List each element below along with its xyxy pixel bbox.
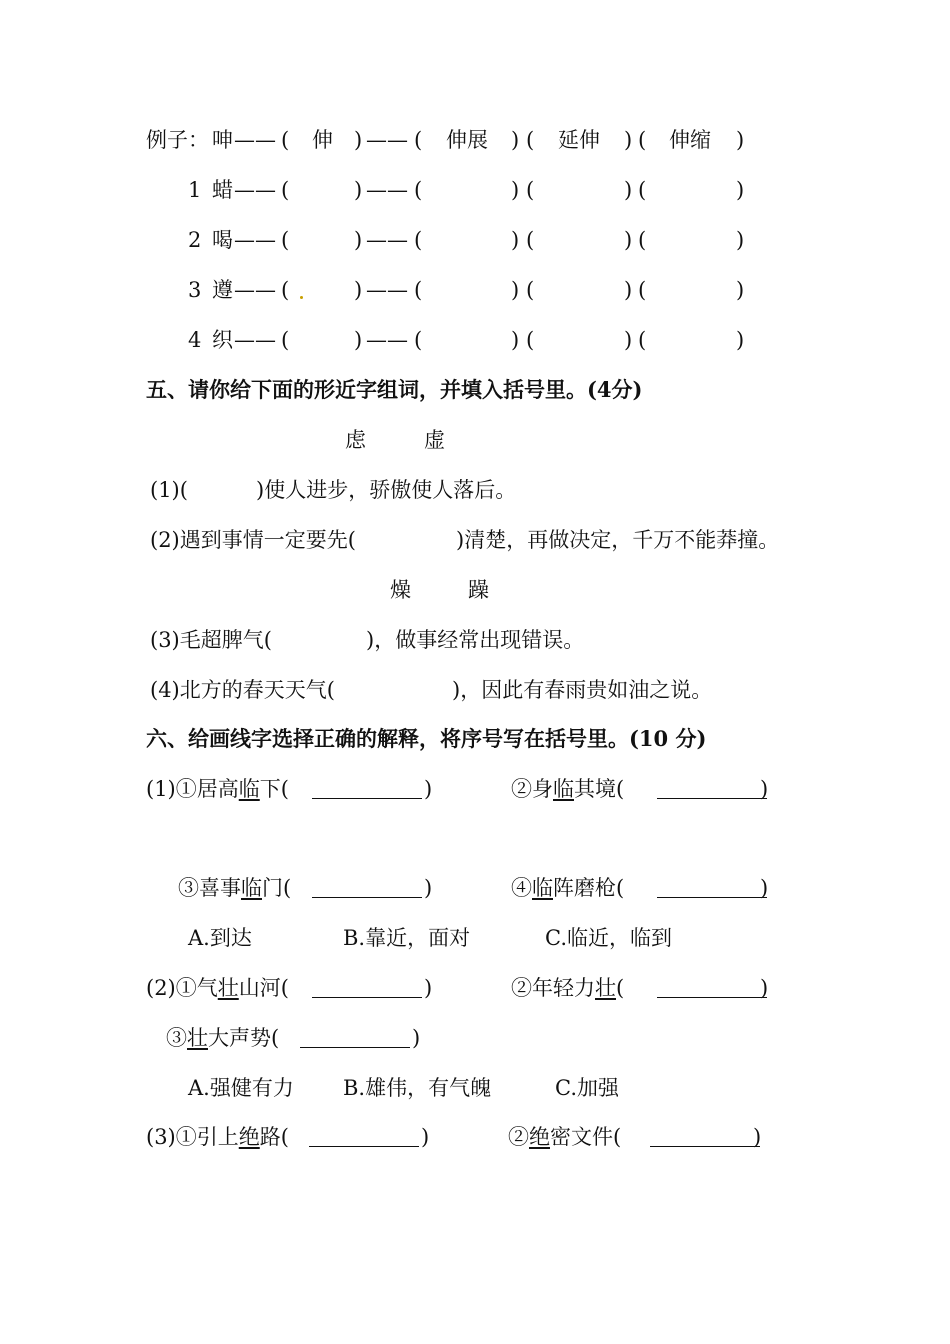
item-2-2-rp: ) (760, 976, 769, 1000)
example-lp: ( (281, 128, 290, 152)
row-char: 蜡 (212, 178, 233, 202)
row-number: 1 (188, 178, 202, 202)
option-a: A.到达 (188, 926, 252, 950)
item-1-4-rp: ) (760, 876, 769, 900)
answer-blank[interactable] (657, 798, 767, 799)
blank-lp[interactable]: ( (526, 178, 535, 202)
answer-blank[interactable] (657, 897, 767, 898)
underlined-char: 绝 (529, 1125, 550, 1149)
q2-pre: (2)遇到事情一定要先( (150, 528, 356, 552)
blank-lp[interactable]: ( (638, 178, 647, 202)
row-number: 4 (188, 328, 202, 352)
example-answer: 伸 (312, 128, 333, 152)
item-1-1: (1)①居高临下( (146, 777, 289, 801)
underlined-char: 临 (553, 777, 574, 801)
q4-post: )，因此有春雨贵如油之说。 (452, 678, 713, 702)
section-6-title: 六、给画线字选择正确的解释，将序号写在括号里。(10 分) (146, 726, 707, 751)
q3-pre: (3)毛超脾气( (150, 628, 272, 652)
answer-blank[interactable] (650, 1146, 760, 1147)
q4-pre: (4)北方的春天天气( (150, 678, 335, 702)
blank-lp[interactable]: ( (414, 228, 423, 252)
blank-lp[interactable]: ( (526, 278, 535, 302)
answer-blank[interactable] (309, 1146, 419, 1147)
blank-rp: ) (354, 328, 363, 352)
row-dash: —— (234, 178, 276, 202)
underlined-char: 壮 (595, 976, 616, 1000)
row-dash2: —— (366, 328, 408, 352)
blank-rp: ) (511, 328, 520, 352)
example-dash2: —— (366, 128, 408, 152)
item-1-3-rp: ) (424, 876, 433, 900)
blank-rp: ) (511, 178, 520, 202)
blank-lp[interactable]: ( (638, 228, 647, 252)
example-rp: ) (354, 128, 363, 152)
item-1-2: ②身临其境( (511, 777, 625, 801)
q1-post: )使人进步，骄傲使人落后。 (256, 478, 517, 502)
row-char: 遵 (212, 278, 233, 302)
underlined-char: 绝 (238, 1125, 260, 1149)
q2-post: )清楚，再做决定，千万不能莽撞。 (456, 528, 780, 552)
blank-rp: ) (736, 278, 745, 302)
blank-lp[interactable]: ( (414, 278, 423, 302)
example-word-2: 延伸 (558, 128, 600, 152)
row-dash2: —— (366, 178, 408, 202)
underlined-char: 壮 (217, 976, 239, 1000)
item-3-2-rp: ) (753, 1125, 762, 1149)
item-1-2-rp: ) (760, 777, 769, 801)
blank-rp: ) (624, 178, 633, 202)
blank-rp: ) (354, 278, 363, 302)
underlined-char: 临 (241, 876, 262, 900)
similar-char-2: 虚 (424, 428, 445, 452)
option-b: B.靠近，面对 (343, 926, 471, 950)
section-5-title: 五、请你给下面的形近字组词，并填入括号里。(4分) (146, 377, 643, 402)
q3-post: )，做事经常出现错误。 (366, 628, 585, 652)
item-1-4: ④临阵磨枪( (511, 876, 625, 900)
row-dash: —— (234, 328, 276, 352)
answer-blank[interactable] (300, 1047, 410, 1048)
example-lp3: ( (526, 128, 535, 152)
answer-blank[interactable] (312, 798, 422, 799)
blank-lp[interactable]: ( (526, 328, 535, 352)
row-dash2: —— (366, 278, 408, 302)
blank-rp: ) (511, 228, 520, 252)
answer-blank[interactable] (312, 997, 422, 998)
blank-rp: ) (624, 328, 633, 352)
similar-char-4: 躁 (468, 578, 489, 602)
option-b: B.雄伟，有气魄 (343, 1076, 492, 1100)
item-3-1-rp: ) (421, 1125, 430, 1149)
item-2-2: ②年轻力壮( (511, 976, 625, 1000)
option-a: A.强健有力 (188, 1076, 294, 1100)
blank-rp: ) (511, 278, 520, 302)
item-1-3: ③喜事临门( (178, 876, 292, 900)
blank-lp[interactable]: ( (638, 278, 647, 302)
item-2-1-rp: ) (424, 976, 433, 1000)
example-rp3: ) (624, 128, 633, 152)
example-word-1: 伸展 (446, 128, 488, 152)
row-number: 2 (188, 228, 202, 252)
blank-lp[interactable]: ( (414, 178, 423, 202)
blank-lp[interactable]: ( (281, 178, 290, 202)
underlined-char: 临 (532, 876, 553, 900)
row-dash: —— (234, 278, 276, 302)
blank-rp: ) (624, 278, 633, 302)
example-label: 例子： (146, 128, 209, 152)
blank-rp: ) (736, 228, 745, 252)
similar-char-1: 虑 (345, 428, 366, 452)
example-lp4: ( (638, 128, 647, 152)
blank-lp[interactable]: ( (638, 328, 647, 352)
example-rp4: ) (736, 128, 745, 152)
row-char: 织 (212, 328, 233, 352)
blank-rp: ) (624, 228, 633, 252)
stray-mark (300, 296, 303, 299)
blank-lp[interactable]: ( (414, 328, 423, 352)
blank-lp[interactable]: ( (281, 228, 290, 252)
blank-lp[interactable]: ( (281, 328, 290, 352)
row-char: 喝 (212, 228, 233, 252)
blank-rp: ) (736, 178, 745, 202)
example-rp2: ) (511, 128, 520, 152)
underlined-char: 临 (238, 777, 260, 801)
answer-blank[interactable] (312, 897, 422, 898)
example-char: 呻 (212, 128, 233, 152)
example-word-3: 伸缩 (669, 128, 711, 152)
item-1-1-rp: ) (424, 777, 433, 801)
q1-pre: (1)( (150, 478, 188, 502)
blank-lp[interactable]: ( (526, 228, 535, 252)
blank-rp: ) (354, 228, 363, 252)
row-dash: —— (234, 228, 276, 252)
row-dash2: —— (366, 228, 408, 252)
answer-blank[interactable] (657, 997, 767, 998)
similar-char-3: 燥 (390, 578, 411, 602)
blank-lp[interactable]: ( (281, 278, 290, 302)
row-number: 3 (188, 278, 202, 302)
item-3-1: (3)①引上绝路( (146, 1125, 289, 1149)
option-c: C.加强 (555, 1076, 619, 1100)
example-lp2: ( (414, 128, 423, 152)
option-c: C.临近，临到 (545, 926, 672, 950)
item-2-3-rp: ) (412, 1026, 421, 1050)
item-3-2: ②绝密文件( (508, 1125, 622, 1149)
blank-rp: ) (354, 178, 363, 202)
underlined-char: 壮 (187, 1026, 208, 1050)
example-dash: —— (234, 128, 276, 152)
blank-rp: ) (736, 328, 745, 352)
item-2-1: (2)①气壮山河( (146, 976, 289, 1000)
item-2-3: ③壮大声势( (166, 1026, 280, 1050)
